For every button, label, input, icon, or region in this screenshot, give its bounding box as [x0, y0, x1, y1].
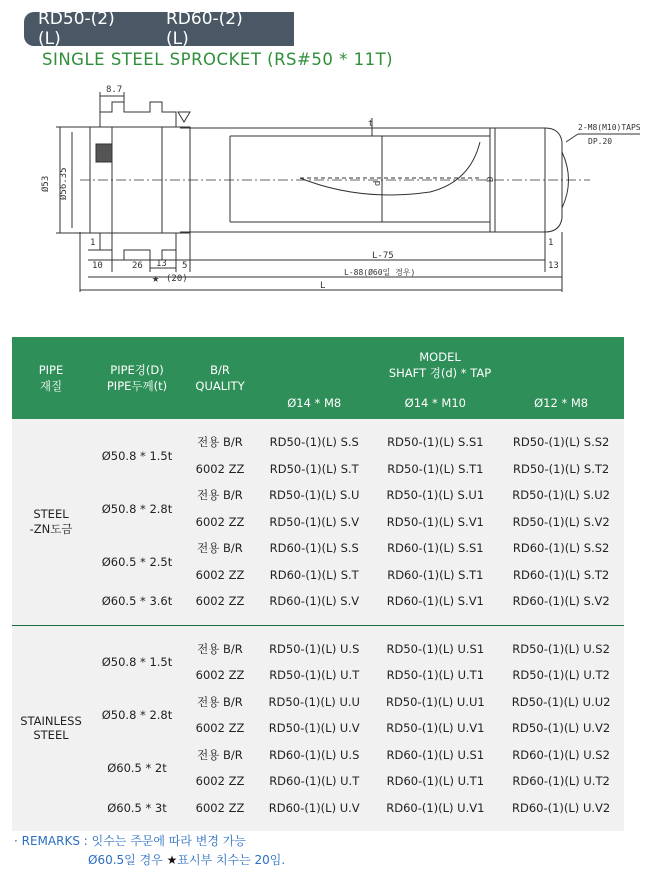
model-cell: RD50-(1)(L) U.U1 — [372, 689, 498, 716]
model-cell: RD50-(1)(L) S.S — [256, 429, 372, 456]
table-row — [12, 689, 624, 716]
br-cell: 전용 B/R — [184, 429, 256, 456]
br-cell: 6002 ZZ — [184, 562, 256, 589]
model-cell: RD60-(1)(L) S.S2 — [498, 535, 624, 562]
model-label-rd60: RD60-(2)(L) — [166, 9, 243, 49]
pipe-cell: Ø50.8 * 1.5t — [90, 636, 184, 689]
star-icon: ★ — [152, 271, 160, 285]
model-cell: RD50-(1)(L) U.V1 — [372, 715, 498, 742]
model-cell: RD50-(1)(L) S.V — [256, 509, 372, 536]
pipe-cell: Ø60.5 * 2.5t — [90, 535, 184, 588]
br-cell: 6002 ZZ — [184, 456, 256, 483]
taps-label: 2-M8(M10)TAPS — [578, 123, 641, 132]
table-row — [12, 429, 624, 456]
header-pipe-d: PIPE경(D) PIPE두께(t) — [90, 337, 184, 419]
header-shaft-2: Ø14 * M10 — [372, 387, 498, 419]
model-cell: RD60-(1)(L) S.T2 — [498, 562, 624, 589]
model-cell: RD60-(1)(L) S.V1 — [372, 588, 498, 615]
dim-8-7: 8.7 — [106, 85, 123, 95]
model-cell: RD50-(1)(L) U.U2 — [498, 689, 624, 716]
dim-20: (20) — [166, 274, 188, 284]
model-cell: RD60-(1)(L) U.V — [256, 795, 372, 822]
model-cell: RD60-(1)(L) S.T — [256, 562, 372, 589]
br-cell: 6002 ZZ — [184, 795, 256, 822]
model-cell: RD50-(1)(L) S.T — [256, 456, 372, 483]
pipe-cell: Ø50.8 * 1.5t — [90, 429, 184, 482]
spec-table — [12, 337, 624, 831]
br-cell: 전용 B/R — [184, 689, 256, 716]
header-shaft-3: Ø12 * M8 — [498, 387, 624, 419]
model-label-rd50: RD50-(2)(L) — [38, 9, 115, 49]
depth-label: DP.20 — [588, 137, 613, 146]
dim-5: 5 — [182, 261, 188, 271]
model-cell: RD60-(1)(L) S.V — [256, 588, 372, 615]
br-cell: 6002 ZZ — [184, 509, 256, 536]
br-cell: 전용 B/R — [184, 535, 256, 562]
br-cell: 전용 B/R — [184, 482, 256, 509]
remarks — [14, 832, 285, 870]
material-cell: STEEL -ZN도금 — [12, 429, 90, 615]
technical-drawing — [0, 82, 647, 312]
br-cell: 6002 ZZ — [184, 588, 256, 615]
model-cell: RD50-(1)(L) U.U — [256, 689, 372, 716]
remarks-line-2b: 표시부 치수는 20임. — [177, 853, 286, 867]
model-cell: RD50-(1)(L) S.T2 — [498, 456, 624, 483]
pipe-cell: Ø50.8 * 2.8t — [90, 482, 184, 535]
remarks-label: · REMARKS : — [14, 834, 88, 848]
header-pipe: PIPE 재질 — [12, 337, 90, 419]
model-cell: RD60-(1)(L) U.V1 — [372, 795, 498, 822]
model-cell: RD50-(1)(L) S.V1 — [372, 509, 498, 536]
table-row — [12, 535, 624, 562]
dim-D-label: D — [486, 176, 496, 182]
group-steel — [12, 429, 624, 615]
model-cell: RD50-(1)(L) U.T2 — [498, 662, 624, 689]
model-cell: RD50-(1)(L) S.S2 — [498, 429, 624, 456]
dim-10: 10 — [92, 261, 103, 271]
model-cell: RD50-(1)(L) U.S — [256, 636, 372, 663]
model-cell: RD60-(1)(L) U.S2 — [498, 742, 624, 769]
model-cell: RD50-(1)(L) U.V — [256, 715, 372, 742]
br-cell: 전용 B/R — [184, 742, 256, 769]
bearing-mark — [96, 144, 112, 162]
dim-l88: L-88(Ø60일 경우) — [344, 268, 416, 277]
model-cell: RD60-(1)(L) S.S1 — [372, 535, 498, 562]
model-cell: RD60-(1)(L) S.S — [256, 535, 372, 562]
model-cell: RD60-(1)(L) U.S — [256, 742, 372, 769]
model-cell: RD60-(1)(L) U.V2 — [498, 795, 624, 822]
model-cell: RD60-(1)(L) U.S1 — [372, 742, 498, 769]
break-curve — [300, 142, 480, 195]
table-row — [12, 588, 624, 615]
table-row — [12, 742, 624, 769]
table-row — [12, 795, 624, 822]
br-cell: 6002 ZZ — [184, 715, 256, 742]
model-cell: RD60-(1)(L) S.V2 — [498, 588, 624, 615]
model-cell: RD50-(1)(L) S.U1 — [372, 482, 498, 509]
br-cell: 6002 ZZ — [184, 768, 256, 795]
model-cell: RD60-(1)(L) S.T1 — [372, 562, 498, 589]
br-cell: 전용 B/R — [184, 636, 256, 663]
pipe-cell: Ø50.8 * 2.8t — [90, 689, 184, 742]
remarks-line-2a: Ø60.5일 경우 — [88, 853, 163, 867]
model-cell: RD50-(1)(L) U.T — [256, 662, 372, 689]
sprocket-teeth-bottom — [100, 233, 176, 260]
pipe-cell: Ø60.5 * 3t — [90, 795, 184, 822]
dim-13a: 13 — [156, 259, 167, 269]
header-shaft-1: Ø14 * M8 — [256, 387, 372, 419]
remarks-line-1: 잇수는 주문에 따라 변경 가능 — [91, 834, 246, 848]
header-br: B/R QUALITY — [184, 337, 256, 419]
page-subtitle: SINGLE STEEL SPROCKET (RS#50 * 11T) — [42, 50, 394, 69]
pipe-cell: Ø60.5 * 2t — [90, 742, 184, 795]
model-cell: RD60-(1)(L) U.T1 — [372, 768, 498, 795]
model-cell: RD50-(1)(L) S.U — [256, 482, 372, 509]
material-cell: STAINLESS STEEL — [12, 636, 90, 822]
title-tab — [24, 9, 294, 49]
dim-1b: 1 — [548, 238, 554, 248]
group-stainless — [12, 636, 624, 822]
model-cell: RD50-(1)(L) S.U2 — [498, 482, 624, 509]
table-row — [12, 482, 624, 509]
model-cell: RD50-(1)(L) U.S1 — [372, 636, 498, 663]
star-icon: ★ — [166, 853, 178, 867]
model-cell: RD50-(1)(L) U.T1 — [372, 662, 498, 689]
dim-13b: 13 — [548, 261, 559, 271]
dim-d-label: d — [373, 180, 383, 186]
table-row — [12, 636, 624, 663]
dim-d56: Ø56.35 — [59, 167, 69, 200]
model-cell: RD50-(1)(L) S.V2 — [498, 509, 624, 536]
model-cell: RD50-(1)(L) S.T1 — [372, 456, 498, 483]
pipe-cell: Ø60.5 * 3.6t — [90, 588, 184, 615]
dim-l: L — [320, 281, 326, 291]
dim-d53: Ø53 — [41, 175, 51, 192]
br-cell: 6002 ZZ — [184, 662, 256, 689]
dim-l75: L-75 — [372, 251, 394, 261]
model-cell: RD50-(1)(L) U.S2 — [498, 636, 624, 663]
header-model: MODEL SHAFT 경(d) * TAP — [256, 337, 624, 387]
dim-t-label: t — [368, 119, 374, 129]
dim-1a: 1 — [90, 238, 96, 248]
model-cell: RD60-(1)(L) U.T — [256, 768, 372, 795]
model-cell: RD60-(1)(L) U.T2 — [498, 768, 624, 795]
sprocket-teeth-top — [100, 102, 176, 127]
dim-26: 26 — [132, 261, 143, 271]
model-cell: RD50-(1)(L) S.S1 — [372, 429, 498, 456]
model-cell: RD50-(1)(L) U.V2 — [498, 715, 624, 742]
